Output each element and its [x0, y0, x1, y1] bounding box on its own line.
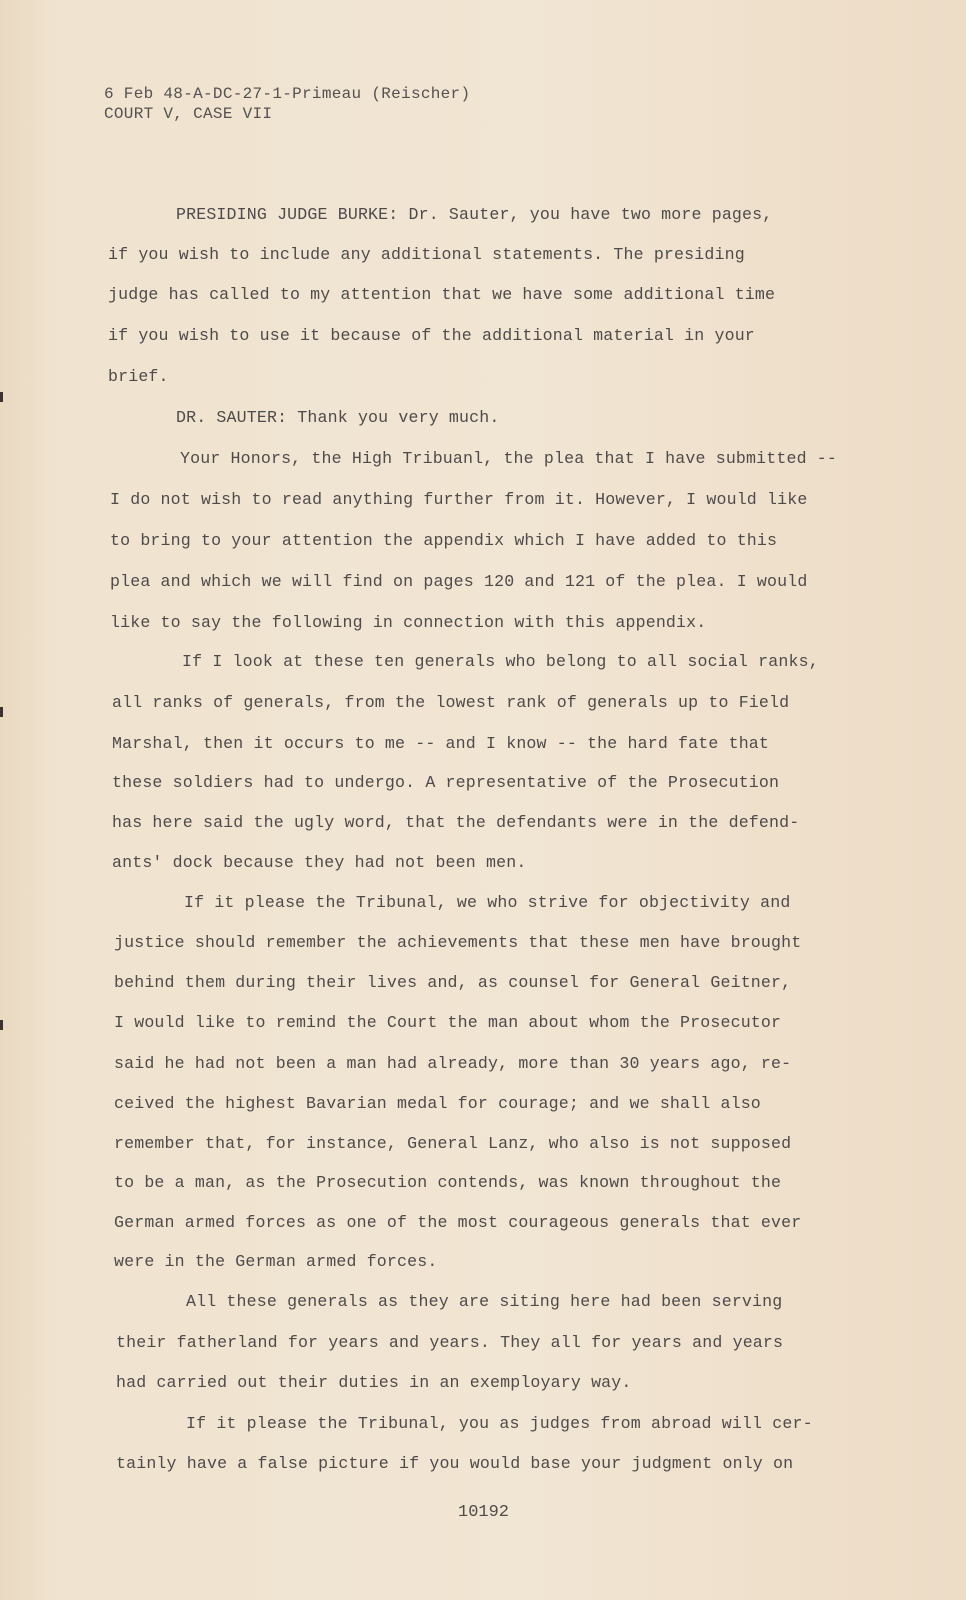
binding-mark: [0, 707, 3, 717]
transcript-line: brief.: [108, 367, 169, 386]
binding-mark: [0, 1020, 3, 1030]
transcript-line: to be a man, as the Prosecution contends, was known throughout the: [114, 1173, 782, 1192]
transcript-line: to bring to your attention the appendix which I have added to this: [110, 531, 778, 550]
transcript-line: remember that, for instance, General Lanz, who also is not supposed: [114, 1134, 792, 1153]
transcript-line: ceived the highest Bavarian medal for courage; and we shall also: [114, 1094, 761, 1113]
transcript-line: were in the German armed forces.: [114, 1252, 438, 1271]
transcript-line: PRESIDING JUDGE BURKE: Dr. Sauter, you have two more pages,: [176, 205, 773, 224]
transcript-line: I do not wish to read anything further from it. However, I would like: [110, 490, 808, 509]
binding-mark: [0, 392, 3, 402]
transcript-line: has here said the ugly word, that the defendants were in the defend-: [112, 813, 800, 832]
transcript-line: judge has called to my attention that we have some additional time: [108, 285, 776, 304]
transcript-line: had carried out their duties in an exemployary way.: [116, 1373, 632, 1392]
transcript-line: German armed forces as one of the most courageous generals that ever: [114, 1213, 802, 1232]
transcript-line: if you wish to include any additional statements. The presiding: [108, 245, 745, 264]
transcript-line: Marshal, then it occurs to me -- and I know -- the hard fate that: [112, 734, 770, 753]
transcript-line: their fatherland for years and years. They all for years and years: [116, 1333, 784, 1352]
page-number: 10192: [458, 1503, 510, 1522]
transcript-line: If it please the Tribunal, you as judges from abroad will cer-: [186, 1414, 813, 1433]
transcript-line: like to say the following in connection with this appendix.: [110, 613, 707, 632]
transcript-line: behind them during their lives and, as counsel for General Geitner,: [114, 973, 792, 992]
transcript-line: justice should remember the achievements that these men have brought: [114, 933, 802, 952]
transcript-line: If it please the Tribunal, we who strive for objectivity and: [184, 893, 791, 912]
transcript-line: If I look at these ten generals who belong to all social ranks,: [182, 652, 819, 671]
transcript-line: all ranks of generals, from the lowest rank of generals up to Field: [112, 693, 790, 712]
header-court-line: COURT V, CASE VII: [104, 105, 273, 123]
transcript-line: these soldiers had to undergo. A representative of the Prosecution: [112, 773, 780, 792]
transcript-line: All these generals as they are siting here had been serving: [186, 1292, 783, 1311]
header-reference-line: 6 Feb 48-A-DC-27-1-Primeau (Reischer): [104, 85, 471, 103]
transcript-line: said he had not been a man had already, more than 30 years ago, re-: [114, 1054, 792, 1073]
document-header: [104, 84, 704, 124]
transcript-line: tainly have a false picture if you would base your judgment only on: [116, 1454, 794, 1473]
transcript-line: Your Honors, the High Tribuanl, the plea that I have submitted --: [180, 449, 838, 468]
transcript-line: if you wish to use it because of the additional material in your: [108, 326, 755, 345]
transcript-line: ants' dock because they had not been men.: [112, 853, 527, 872]
transcript-line: plea and which we will find on pages 120 and 121 of the plea. I would: [110, 572, 808, 591]
transcript-line: I would like to remind the Court the man about whom the Prosecutor: [114, 1013, 782, 1032]
transcript-line: DR. SAUTER: Thank you very much.: [176, 408, 500, 427]
